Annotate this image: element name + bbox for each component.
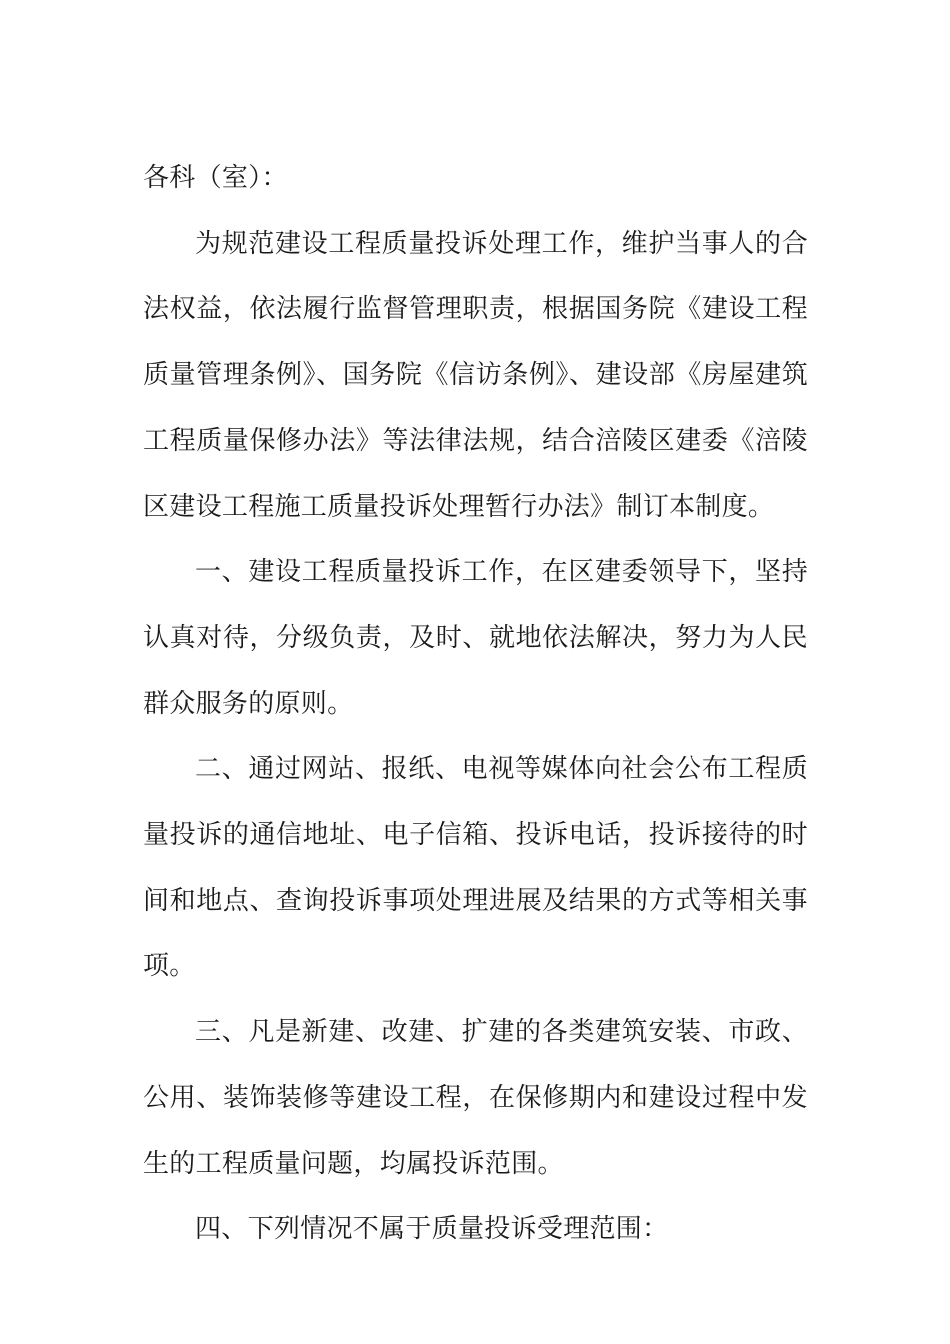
- document-body: [143, 146, 808, 1263]
- paragraph-article-1: 一、建设工程质量投诉工作，在区建委领导下，坚持认真对待，分级负责，及时、就地依法解决，努力为人民群众服务的原则。: [143, 557, 808, 719]
- paragraph-article-2: 二、通过网站、报纸、电视等媒体向社会公布工程质量投诉的通信地址、电子信箱、投诉电话，投诉接待的时间和地点、查询投诉事项处理进展及结果的方式等相关事项。: [143, 754, 808, 982]
- salutation: 各科（室）：: [143, 163, 288, 193]
- paragraph-preamble: 为规范建设工程质量投诉处理工作，维护当事人的合法权益，依法履行监督管理职责，根据国务院《建设工程质量管理条例》、国务院《信访条例》、建设部《房屋建筑工程质量保修办法》等法律法规，结合涪陵区建委《涪陵区建设工程施工质量投诉处理暂行办法》制订本制度。: [143, 228, 808, 522]
- paragraph-article-4: 四、下列情况不属于质量投诉受理范围：: [195, 1214, 669, 1245]
- paragraph-article-3: 三、凡是新建、改建、扩建的各类建筑安装、市政、公用、装饰装修等建设工程，在保修期内和建设过程中发生的工程质量问题，均属投诉范围。: [143, 1017, 808, 1179]
